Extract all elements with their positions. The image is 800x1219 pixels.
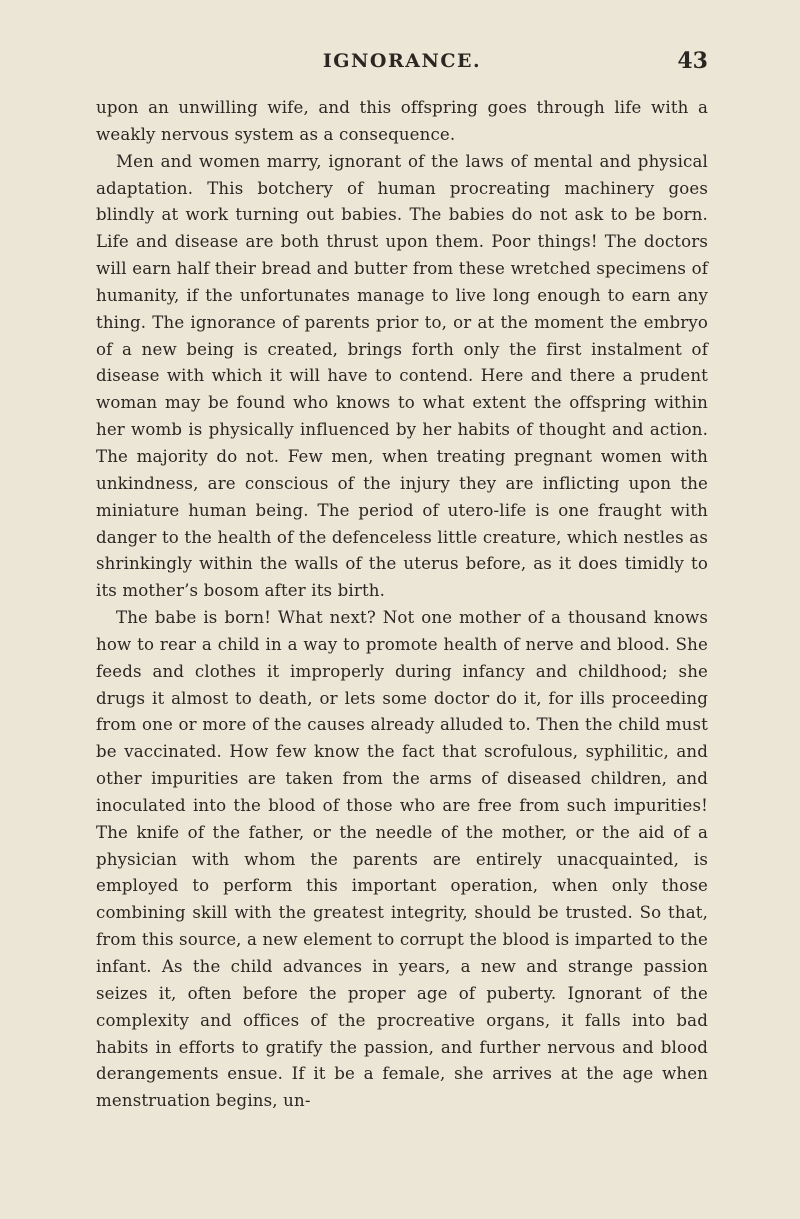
running-title: IGNORANCE. [322, 50, 482, 72]
paragraph-continued: upon an unwilling wife, and this offspring goes through life with a weakly nervous system as a consequence. [96, 98, 708, 144]
running-head [96, 48, 708, 78]
paragraph: The babe is born! What next? Not one mother of a thousand knows how to rear a child in a way to promote health of nerve and blood. She feeds and clothes it improperly during infancy and childhood; she drugs it almost to death, or lets some doctor do it, for ills proceeding from one or more of the causes already alluded to. Then the child must be vaccinated. How few know the fact that scrofulous, syphilitic, and other impurities are taken from the arms of diseased children, and inoculated into the blood of those who are free from such impurities! The knife of the father, or the needle of the mother, or the aid of a physician with whom the parents are entirely unacquainted, is employed to perform this important operation, when only those combining skill with the greatest integrity, should be trusted. So that, from this source, a new element to corrupt the blood is imparted to the infant. As the child advances in years, a new and strange passion seizes it, often before the proper age of puberty. Ignorant of the complexity and offices of the procreative organs, it falls into bad habits in efforts to gratify the passion, and further nervous and blood derangements ensue. If it be a female, she arrives at the age when menstruation begins, un- [96, 608, 708, 1111]
paragraph: Men and women marry, ignorant of the laws of mental and physical adaptation. This botchery of human procreating machinery goes blindly at work turning out babies. The babies do not ask to be born. Life and disease are both thrust upon them. Poor things! The doctors will earn half their bread and butter from these wretched specimens of humanity, if the unfortunates manage to live long enough to earn any thing. The ignorance of parents prior to, or at the moment the embryo of a new being is created, brings forth only the first instalment of disease with which it will have to contend. Here and there a prudent woman may be found who knows to what extent the offspring within her womb is physically influenced by her habits of thought and action. The majority do not. Few men, when treating pregnant women with unkindness, are conscious of the injury they are inflicting upon the miniature human being. The period of utero-life is one fraught with danger to the health of the defenceless little creature, which nestles as shrinkingly within the walls of the uterus before, as it does timidly to its mother’s bosom after its birth. [96, 151, 708, 601]
page-number: 43 [677, 48, 708, 74]
body-text [96, 95, 708, 1115]
